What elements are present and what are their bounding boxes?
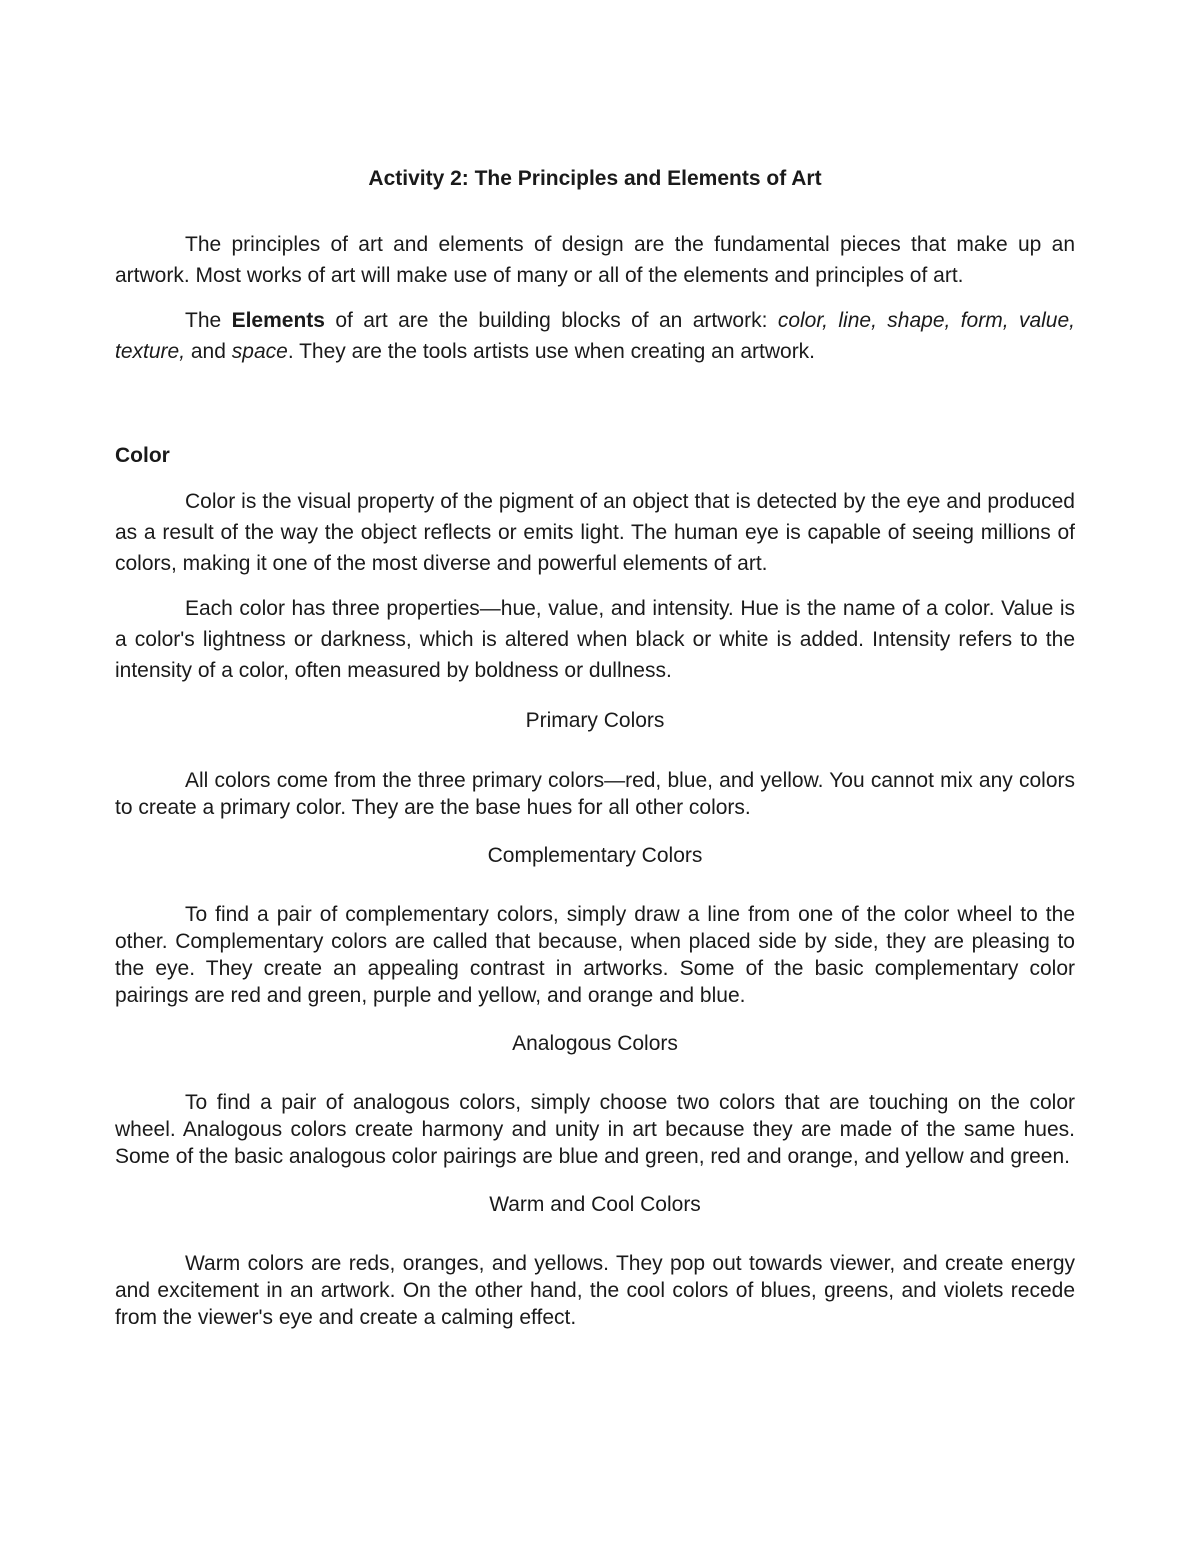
elements-list: color, line, shape, form, value, texture, (115, 309, 1075, 364)
subheading-complementary-colors: Complementary Colors (487, 843, 703, 867)
document-body (115, 166, 1075, 1345)
elements-text-2: of art are the building blocks of an artwork: (324, 309, 778, 333)
primary-colors-paragraph: All colors come from the three primary colors—red, blue, and yellow. You cannot mix any colors to create a primary color. They are the base hues for all other colors. (115, 768, 1075, 819)
elements-bold: Elements (231, 309, 325, 333)
intro-paragraph: The principles of art and elements of design are the fundamental pieces that make up an artwork. Most works of art will make use of many or all of the elements and principles of art. (115, 233, 1075, 288)
subheading-primary-colors: Primary Colors (525, 709, 665, 733)
elements-text-1: The (185, 309, 232, 333)
elements-space: space (231, 340, 288, 364)
warm-cool-colors-paragraph: Warm colors are reds, oranges, and yellows. They pop out towards viewer, and create energy and excitement in an artwork. On the other hand, the cool colors of blues, greens, and violets recede from the viewer's eye and create a calming effect. (115, 1252, 1075, 1330)
color-paragraph-2: Each color has three properties—hue, value, and intensity. Hue is the name of a color. Value is a color's lightness or darkness, which is altered when black or white is added. Intensity refers to the intensity of a color, often measured by boldness or dullness. (115, 597, 1075, 683)
section-heading-color: Color (115, 444, 170, 468)
elements-text-3: and (185, 340, 232, 364)
elements-text-4: . They are the tools artists use when creating an artwork. (287, 340, 816, 364)
color-paragraph-1: Color is the visual property of the pigment of an object that is detected by the eye and produced as a result of the way the object reflects or emits light. The human eye is capable of seeing millions of colors, making it one of the most diverse and powerful elements of art. (115, 490, 1075, 576)
elements-paragraph (115, 305, 1075, 367)
analogous-colors-paragraph: To find a pair of analogous colors, simply choose two colors that are touching on the color wheel. Analogous colors create harmony and unity in art because they are made of the same hues. Some of the basic analogous color pairings are blue and green, red and orange, and yellow and green. (115, 1090, 1075, 1168)
subheading-analogous-colors: Analogous Colors (512, 1031, 678, 1055)
complementary-colors-paragraph: To find a pair of complementary colors, simply draw a line from one of the color wheel to the other. Complementary colors are called that because, when placed side by side, they are pleasing to the eye. They create an appealing contrast in artworks. Some of the basic complementary color pairings are red and green, purple and yellow, and orange and blue. (115, 902, 1075, 1007)
page-title: Activity 2: The Principles and Elements of Art (368, 167, 822, 190)
subheading-warm-cool-colors: Warm and Cool Colors (489, 1192, 701, 1216)
